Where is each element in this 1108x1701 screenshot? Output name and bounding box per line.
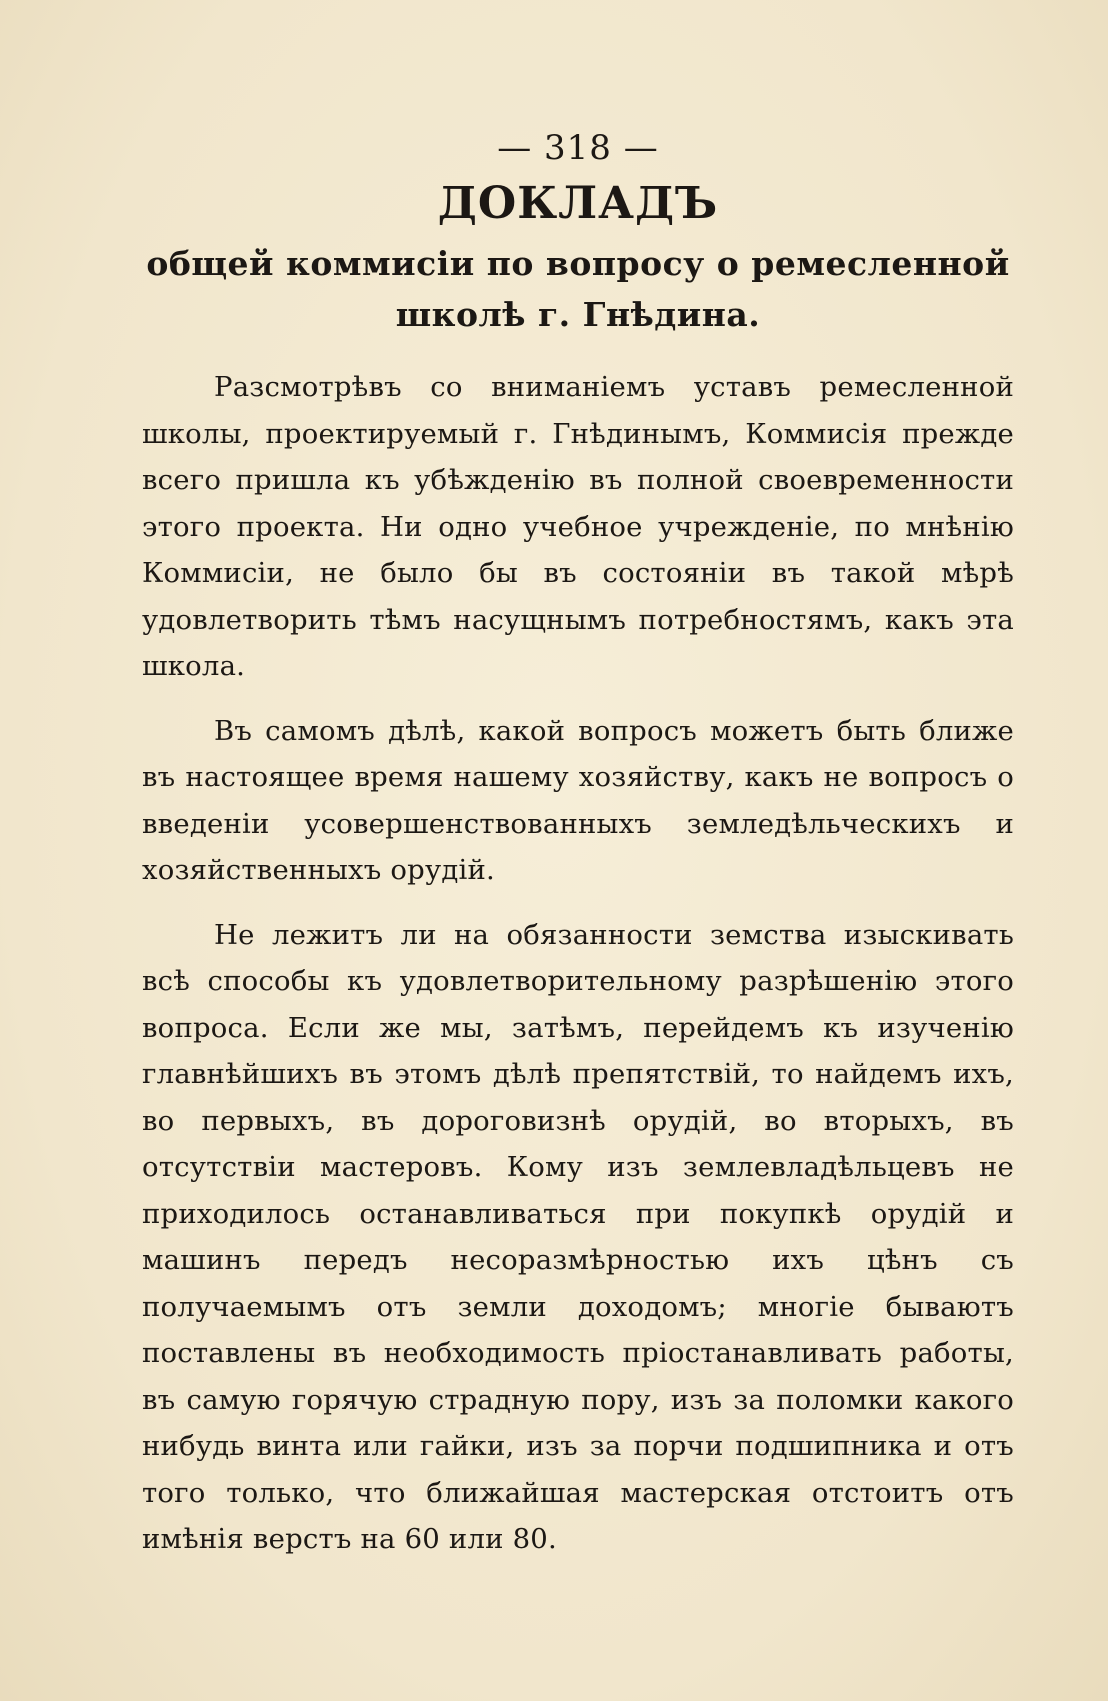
paragraph-1: Разсмотрѣвъ со вниманіемъ уставъ ремесленной школы, проектируемый г. Гнѣдинымъ, Коммисія прежде всего пришла къ убѣжденію въ полной своевременности этого проекта. Ни одно учебное учрежденіе, по мнѣнію Коммисіи, не было бы въ состояніи въ такой мѣрѣ удовлетворить тѣмъ насущнымъ потребностямъ, какъ эта школа. xyxy=(142,371,1014,682)
paragraph-2: Въ самомъ дѣлѣ, какой вопросъ можетъ быть ближе въ настоящее время нашему хозяйству, какъ не вопросъ о введеніи усовершенствованныхъ земледѣльческихъ и хозяйственныхъ орудій. xyxy=(142,714,1014,886)
page-content xyxy=(142,128,1014,1581)
page-number: — 318 — xyxy=(497,128,659,168)
document-title: ДОКЛАДЪ xyxy=(437,178,719,229)
document-subtitle: общей коммисіи по вопросу о ремесленной школѣ г. Гнѣдина. xyxy=(146,244,1010,334)
paragraph-3: Не лежитъ ли на обязанности земства изыскивать всѣ способы къ удовлетворительному разрѣшенію этого вопроса. Если же мы, затѣмъ, перейдемъ къ изученію главнѣйшихъ въ этомъ дѣлѣ препятствій, то найдемъ ихъ, во первыхъ, въ дороговизнѣ орудій, во вторыхъ, въ отсутствіи мастеровъ. Кому изъ землевладѣльцевъ не приходилось останавливаться при покупкѣ орудій и машинъ передъ несоразмѣрностью ихъ цѣнъ съ получаемымъ отъ земли доходомъ; многіе бываютъ поставлены въ необходимость пріостанавливать работы, въ самую горячую страдную пору, изъ за поломки какого нибудь винта или гайки, изъ за порчи подшипника и отъ того только, что ближайшая мастерская отстоитъ отъ имѣнія верстъ на 60 или 80. xyxy=(142,918,1014,1555)
